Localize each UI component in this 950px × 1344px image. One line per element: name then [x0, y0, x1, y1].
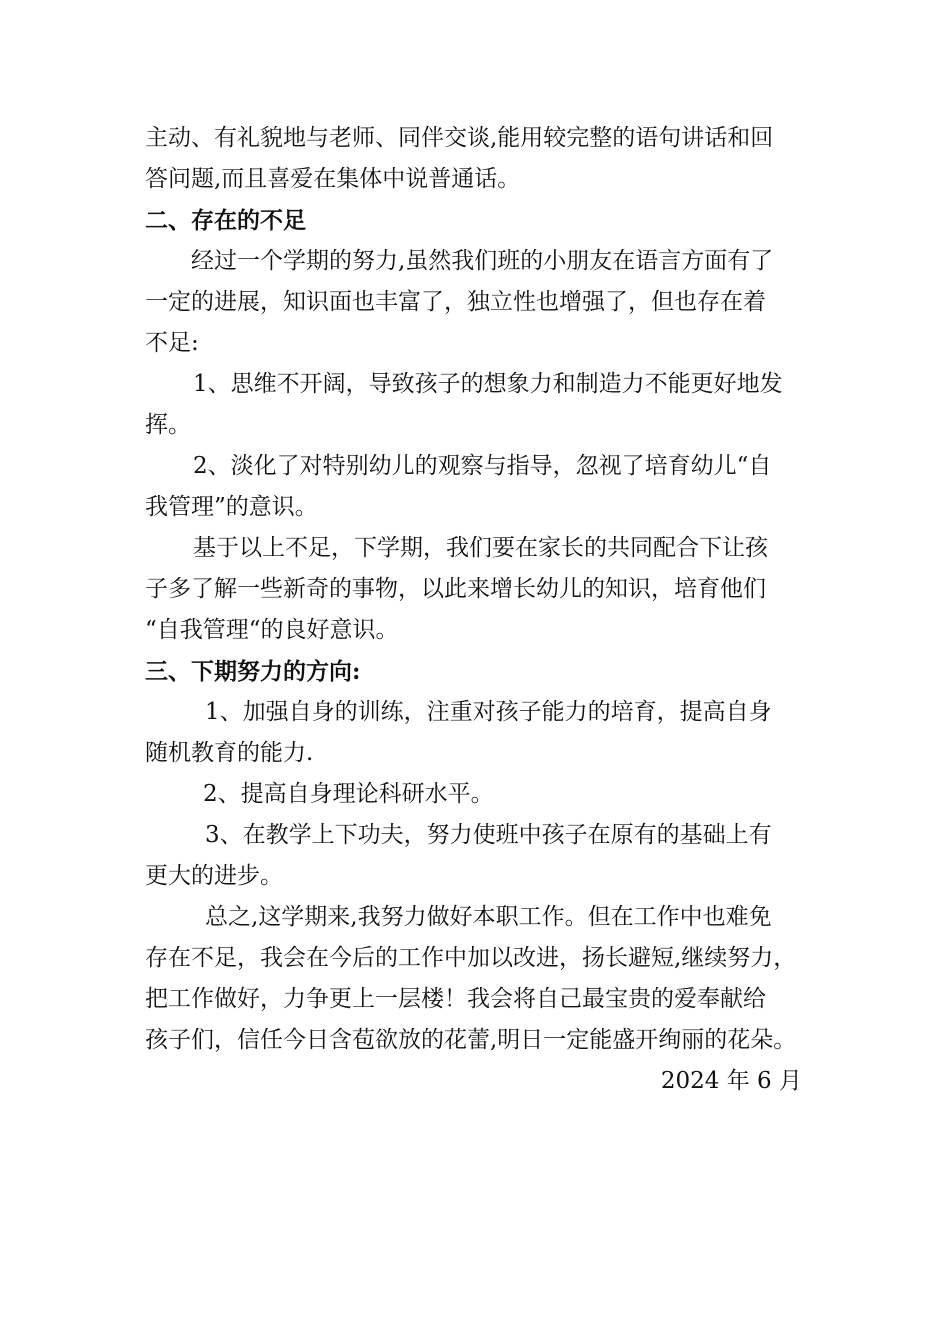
document-page [145, 118, 810, 1102]
intro-line: 主动、有礼貌地与老师、同伴交谈,能用较完整的语句讲话和回 [145, 125, 774, 151]
list-item-line: 挥。 [145, 412, 191, 438]
paragraph-line: 经过一个学期的努力,虽然我们班的小朋友在语言方面有了 [191, 248, 774, 274]
paragraph-line: 不足: [145, 330, 199, 356]
conclusion-line: 把工作做好，力争更上一层楼！我会将自己最宝贵的爱奉献给 [145, 986, 766, 1012]
paragraph-line: 基于以上不足，下学期，我们要在家长的共同配合下让孩 [193, 535, 768, 561]
list-item-line: 随机教育的能力. [145, 740, 314, 766]
list-item-line: 3、在教学上下功夫，努力使班中孩子在原有的基础上有 [205, 822, 772, 848]
paragraph-line: 子多了解一些新奇的事物，以此来增长幼儿的知识，培育他们 [145, 576, 766, 602]
conclusion-line: 总之,这学期来,我努力做好本职工作。但在工作中也难免 [205, 904, 772, 930]
section-heading-shortcomings: 二、存在的不足 [145, 207, 306, 234]
document-date: 2024 年 6 月 [660, 1068, 802, 1094]
paragraph-line: “自我管理“的良好意识。 [145, 617, 399, 643]
list-item-line: 2、淡化了对特别幼儿的观察与指导，忽视了培育幼儿“自 [193, 453, 772, 479]
intro-line: 答问题,而且喜爱在集体中说普通话。 [145, 166, 521, 192]
section-heading-next-term: 三、下期努力的方向: [145, 658, 361, 685]
conclusion-line: 存在不足，我会在今后的工作中加以改进，扬长避短,继续努力， [145, 945, 797, 971]
conclusion-line: 孩子们，信任今日含苞欲放的花蕾,明日一定能盛开绚丽的花朵。 [145, 1027, 797, 1053]
list-item-line: 我管理”的意识。 [145, 494, 318, 520]
list-item-line: 1、思维不开阔，导致孩子的想象力和制造力不能更好地发 [193, 371, 783, 397]
list-item-line: 2、提高自身理论科研水平。 [203, 781, 494, 807]
list-item-line: 更大的进步。 [145, 863, 283, 889]
list-item-line: 1、加强自身的训练，注重对孩子能力的培育，提高自身 [205, 699, 772, 725]
paragraph-line: 一定的进展，知识面也丰富了，独立性也增强了，但也存在着 [145, 289, 766, 315]
